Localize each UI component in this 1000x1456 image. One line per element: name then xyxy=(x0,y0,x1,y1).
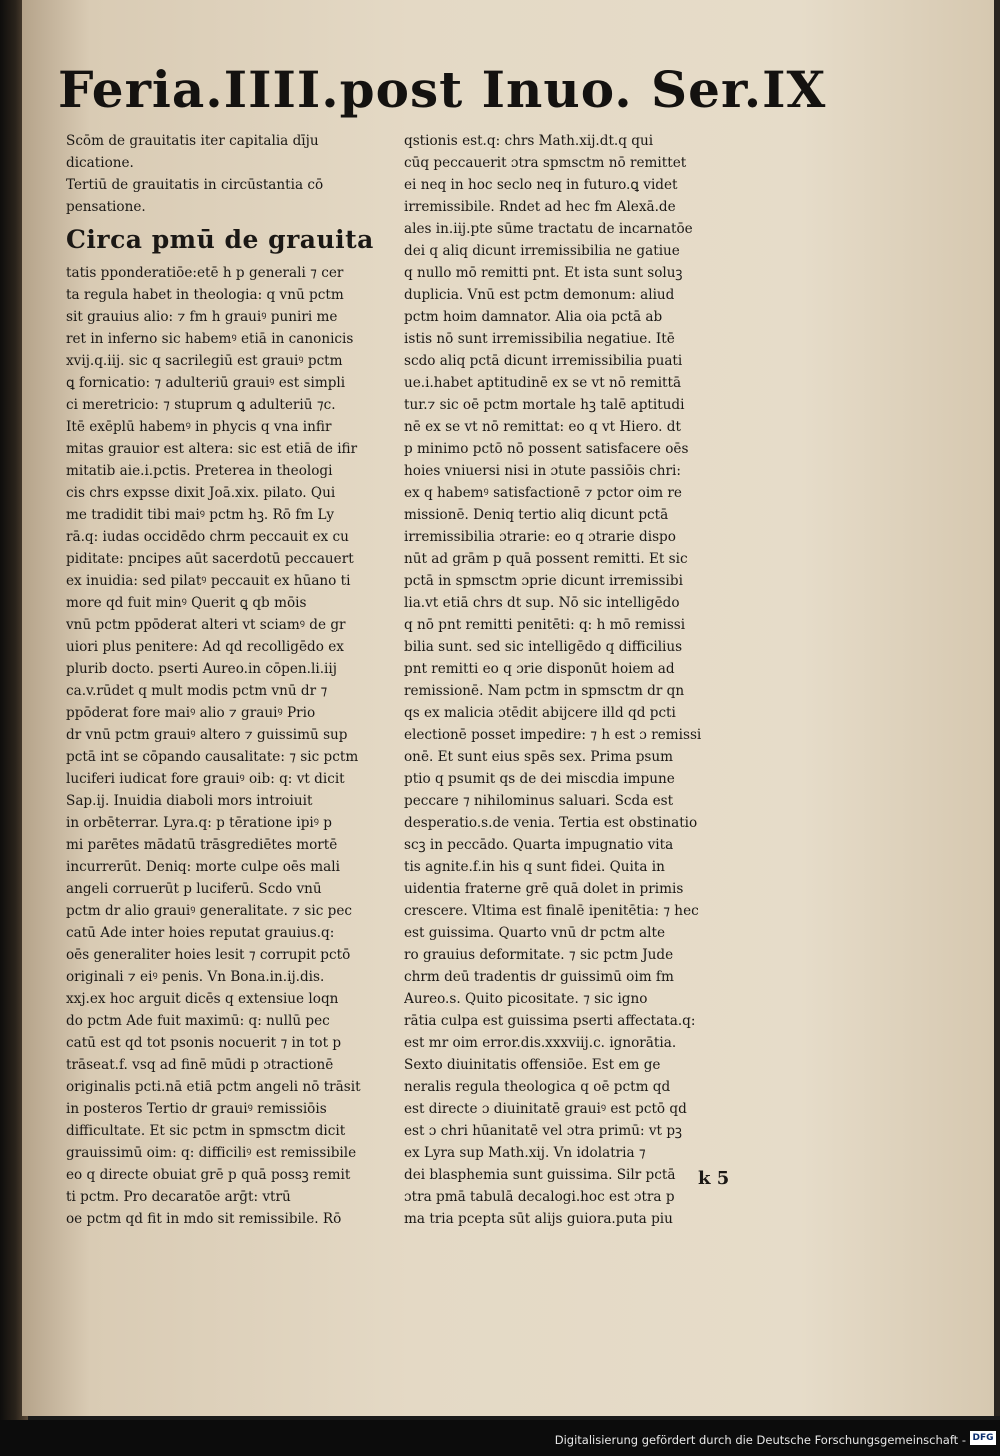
text-line: ꝗ fornicatio: ⁊ adulteriū grauiꝰ est simpli xyxy=(66,375,346,391)
text-line: ca.v.rūdet q mult modis pctm vnū dr ⁊ xyxy=(66,683,328,699)
text-line: pnt remitti eo q ɔrie disponūt hoiem ad xyxy=(404,661,675,677)
text-line: bilia sunt. sed sic intelligēdo q difficilius xyxy=(404,639,683,655)
footer-credit: Digitalisierung gefördert durch die Deutsche Forschungsgemeinschaft - xyxy=(554,1433,966,1447)
text-line: ci meretricio: ⁊ stuprum ꝗ adulteriū ⁊c. xyxy=(66,397,336,413)
text-line: hoies vniuersi nisi in ɔtute passiōis chri: xyxy=(404,463,681,479)
text-line: lia.vt etiā chrs dt sup. Nō sic intelligēdo xyxy=(404,595,680,611)
text-line: ptio q psumit qs de dei miscdia impune xyxy=(404,771,675,787)
text-line: scdo aliq pctā dicunt irremissibilia puati xyxy=(404,353,683,369)
text-line: oēs generaliter hoies lesit ⁊ corrupit pctō xyxy=(66,947,351,963)
text-line: Aureo.s. Quito picositate. ⁊ sic igno xyxy=(404,991,648,1007)
text-line: cūq peccauerit ɔtra spmsctm nō remittet xyxy=(404,155,687,171)
text-line: qstionis est.q: chrs Math.xij.dt.q qui xyxy=(404,133,654,149)
text-line: tatis pponderatiōe:etē h p generali ⁊ cer xyxy=(66,265,344,281)
text-line: Sexto diuinitatis offensiōe. Est em ge xyxy=(404,1057,661,1073)
text-line: vnū pctm ppōderat alteri vt sciamꝰ de gr xyxy=(66,617,346,633)
text-line: angeli corruerūt p luciferū. Scdo vnū xyxy=(66,881,322,897)
text-line: Itē exēplū habemꝰ in phycis q vna infir xyxy=(66,419,332,435)
text-line: ex Lyra sup Math.xij. Vn idolatria ⁊ xyxy=(404,1145,646,1161)
text-line: pctā int se cōpando causalitate: ⁊ sic pctm xyxy=(66,749,359,765)
dfg-logo: DFG xyxy=(970,1431,996,1445)
text-line: rātia culpa est guissima pserti affectata.q: xyxy=(404,1013,696,1029)
section-heading-line: Circa pmū de grauita xyxy=(66,225,374,254)
text-line: onē. Et sunt eius spēs sex. Prima psum xyxy=(404,749,674,765)
text-line: in orbēterrar. Lyra.q: p tēratione ipiꝰ p xyxy=(66,815,332,831)
text-line: mi parētes mādatū trāsgrediētes mortē xyxy=(66,837,338,853)
text-line: ue.i.habet aptitudinē ex se vt nō remittā xyxy=(404,375,682,391)
text-line: do pctm Ade fuit maximū: q: nullū pec xyxy=(66,1013,330,1029)
text-line: dr vnū pctm grauiꝰ altero ⁊ guissimū sup xyxy=(66,727,348,743)
text-line: trāseat.f. vsq ad finē mūdi p ɔtractionē xyxy=(66,1057,334,1073)
text-line: xxj.ex hoc arguit dicēs q extensiue loqn xyxy=(66,991,339,1007)
text-line: originali ⁊ eiꝰ penis. Vn Bona.in.ij.dis. xyxy=(66,969,325,985)
text-line: pensatione. xyxy=(66,199,146,215)
text-line: pctm hoim damnator. Alia oia pctā ab xyxy=(404,309,663,325)
text-line: cis chrs expsse dixit Joā.xix. pilato. Qui xyxy=(66,485,336,501)
text-line: q nō pnt remitti penitēti: q: h mō remissi xyxy=(404,617,686,633)
text-line: oe pctm qd fit in mdo sit remissibile. Rō xyxy=(66,1211,342,1227)
text-line: incurrerūt. Deniq: morte culpe oēs mali xyxy=(66,859,340,875)
text-line: est directe ɔ diuinitatē grauiꝰ est pctō qd xyxy=(404,1101,687,1117)
text-line: uiori plus penitere: Ad qd recolligēdo ex xyxy=(66,639,344,655)
text-line: crescere. Vltima est finalē ipenitētia: ⁊ hec xyxy=(404,903,699,919)
signature-mark: k 5 xyxy=(698,1168,730,1189)
text-line: ales in.iij.pte sūme tractatu de incarnatōe xyxy=(404,221,693,237)
text-line: est mr oim error.dis.xxxviij.c. ignorātia. xyxy=(404,1035,677,1051)
text-line: pctā in spmsctm ɔprie dicunt irremissibi xyxy=(404,573,683,589)
text-line: ex inuidia: sed pilatꝰ peccauit ex hūano ti xyxy=(66,573,351,589)
text-line: xvij.q.iij. sic q sacrilegiū est grauiꝰ pctm xyxy=(66,353,343,369)
text-line: Tertiū de grauitatis in circūstantia cō xyxy=(66,177,324,193)
text-line: pctm dr alio grauiꝰ generalitate. ⁊ sic pec xyxy=(66,903,353,919)
text-line: duplicia. Vnū est pctm demonum: aliud xyxy=(404,287,675,303)
text-line: ex q habemꝰ satisfactionē ⁊ pctor oim re xyxy=(404,485,682,501)
page-title: Feria.IIII.post Inuo. Ser.IX xyxy=(58,60,827,119)
text-line: istis nō sunt irremissibilia negatiue. Itē xyxy=(404,331,675,347)
text-line: irremissibilia ɔtrarie: eo q ɔtrarie dispo xyxy=(404,529,676,545)
text-line: mitas grauior est altera: sic est etiā de ifir xyxy=(66,441,358,457)
text-line: ma tria pcepta sūt alijs guiora.puta piu xyxy=(404,1211,673,1227)
text-line: remissionē. Nam pctm in spmsctm dr qn xyxy=(404,683,685,699)
text-line: ret in inferno sic habemꝰ etiā in canonicis xyxy=(66,331,354,347)
text-line: scꝫ in peccādo. Quarta impugnatio vita xyxy=(404,837,674,853)
text-line: ei neq in hoc seclo neq in futuro.ꝗ videt xyxy=(404,177,678,193)
text-line: rā.q: iudas occidēdo chrm peccauit ex cu xyxy=(66,529,349,545)
text-line: grauissimū oim: q: difficiliꝰ est remissibile xyxy=(66,1145,357,1161)
text-line: catū est qd tot psonis nocuerit ⁊ in tot p xyxy=(66,1035,342,1051)
text-line: ɔtra pmā tabulā decalogi.hoc est ɔtra p xyxy=(404,1189,675,1205)
text-line: neralis regula theologica q oē pctm qd xyxy=(404,1079,671,1095)
text-line: desperatio.s.de venia. Tertia est obstinatio xyxy=(404,815,698,831)
text-line: ppōderat fore maiꝰ alio ⁊ grauiꝰ Prio xyxy=(66,705,316,721)
text-line: sit grauius alio: ⁊ fm h grauiꝰ puniri me xyxy=(66,309,338,325)
text-line: uidentia fraterne grē quā dolet in primis xyxy=(404,881,684,897)
text-line: catū Ade inter hoies reputat grauius.q: xyxy=(66,925,335,941)
text-line: electionē posset impedire: ⁊ h est ɔ remissi xyxy=(404,727,702,743)
text-line: dei blasphemia sunt guissima. Silr pctā xyxy=(404,1167,676,1183)
text-line: q nullo mō remitti pnt. Et ista sunt soluꝫ xyxy=(404,265,683,281)
footer-bar xyxy=(0,1420,1000,1456)
text-line: nūt ad grām p quā possent remitti. Et sic xyxy=(404,551,688,567)
text-line: est ɔ chri hūanitatē vel ɔtra primū: vt pꝫ xyxy=(404,1123,682,1139)
text-line: difficultate. Et sic pctm in spmsctm dicit xyxy=(66,1123,346,1139)
text-line: Sap.ij. Inuidia diaboli mors introiuit xyxy=(66,793,313,809)
right-column xyxy=(404,130,740,1230)
text-line: ro grauius deformitate. ⁊ sic pctm Jude xyxy=(404,947,674,963)
text-line: tis agnite.f.in his q sunt fidei. Quita in xyxy=(404,859,665,875)
text-line: tur.⁊ sic oē pctm mortale hꝫ talē aptitudi xyxy=(404,397,685,413)
text-line: peccare ⁊ nihilominus saluari. Scda est xyxy=(404,793,674,809)
text-line: dei q aliq dicunt irremissibilia ne gatiue xyxy=(404,243,680,259)
text-line: mitatib aie.i.pctis. Preterea in theologi xyxy=(66,463,333,479)
text-line: eo q directe obuiat grē p quā possꝫ remit xyxy=(66,1167,351,1183)
text-line: piditate: pncipes aūt sacerdotū peccauert xyxy=(66,551,354,567)
text-line: est guissima. Quarto vnū dr pctm alte xyxy=(404,925,665,941)
text-line: missionē. Deniq tertio aliq dicunt pctā xyxy=(404,507,669,523)
text-line: in posteros Tertio dr grauiꝰ remissiōis xyxy=(66,1101,327,1117)
text-line: plurib docto. pserti Aureo.in cōpen.li.iij xyxy=(66,661,337,677)
text-line: qs ex malicia ɔtēdit abijcere illd qd pcti xyxy=(404,705,676,721)
text-line: dicatione. xyxy=(66,155,134,171)
left-column xyxy=(66,130,396,1230)
text-line: Scōm de grauitatis iter capitalia dīju xyxy=(66,133,319,149)
book-page xyxy=(22,0,1000,1416)
text-line: ti pctm. Pro decaratōe arḡt: vtrū xyxy=(66,1189,291,1205)
text-line: more qd fuit minꝰ Querit ꝗ qb mōis xyxy=(66,595,307,611)
text-line: luciferi iudicat fore grauiꝰ oib: q: vt dicit xyxy=(66,771,345,787)
text-line: ta regula habet in theologia: q vnū pctm xyxy=(66,287,344,303)
text-line: nē ex se vt nō remittat: eo q vt Hiero. dt xyxy=(404,419,681,435)
text-line: irremissibile. Rndet ad hec fm Alexā.de xyxy=(404,199,676,215)
text-line: originalis pcti.nā etiā pctm angeli nō trāsit xyxy=(66,1079,361,1095)
text-line: me tradidit tibi maiꝰ pctm hꝫ. Rō fm Ly xyxy=(66,507,335,523)
text-line: p minimo pctō nō possent satisfacere oēs xyxy=(404,441,689,457)
text-line: chrm deū tradentis dr guissimū oim fm xyxy=(404,969,674,985)
